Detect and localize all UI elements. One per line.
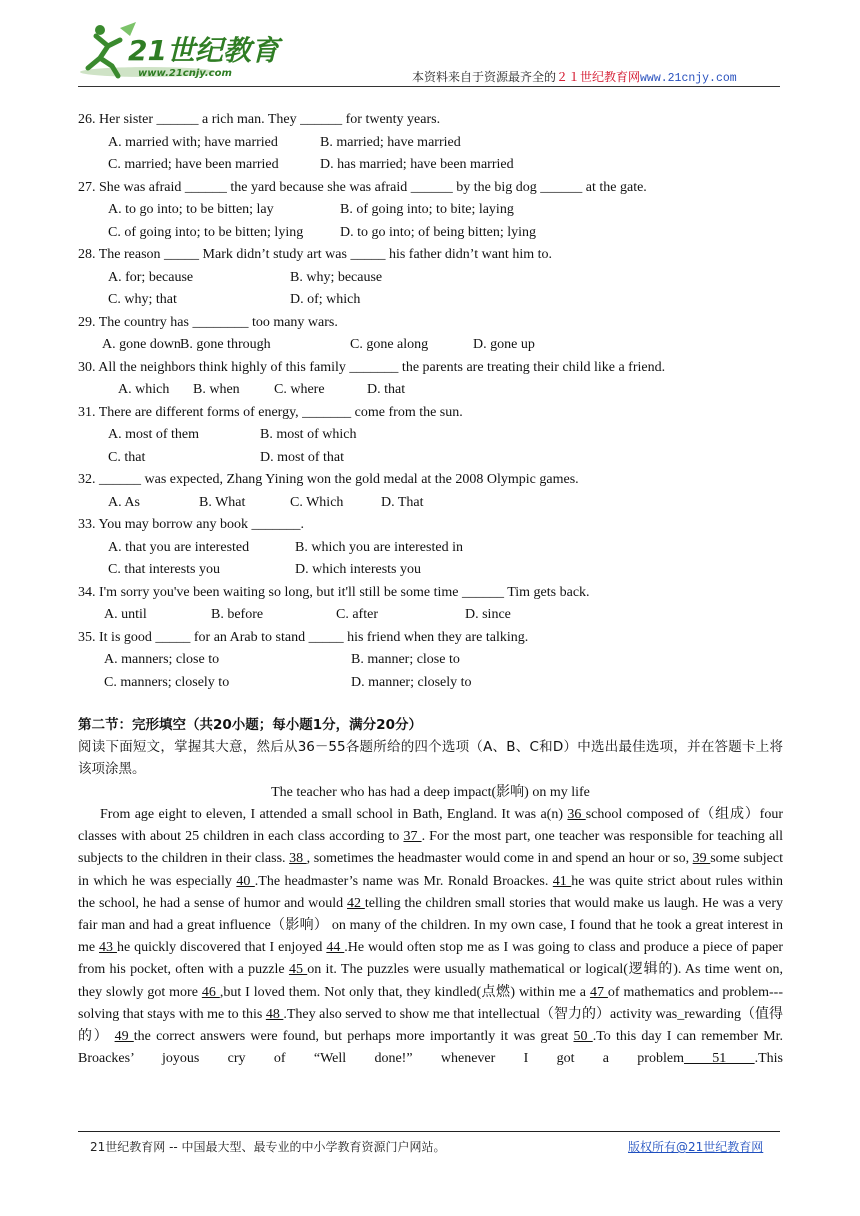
answer-option[interactable]: B. before (211, 607, 264, 622)
question-stem: 29. The country has ________ too many wars. (78, 314, 338, 330)
site-logo[interactable] (78, 20, 288, 84)
answer-option[interactable]: C. after (336, 607, 378, 622)
answer-option[interactable]: B. most of which (260, 427, 357, 442)
answer-option[interactable]: D. of; which (290, 292, 361, 307)
answer-options-row (78, 379, 783, 402)
answer-option[interactable]: A. for; because (108, 269, 194, 285)
answer-option[interactable]: D. most of that (260, 449, 344, 465)
answer-options-row (78, 289, 783, 312)
answer-options-row (78, 537, 783, 560)
answer-option[interactable]: C. of going into; to be bitten; lying (108, 224, 304, 240)
answer-option[interactable]: C. that interests you (108, 562, 220, 577)
answer-option[interactable]: B. of going into; to bite; laying (340, 202, 514, 217)
cloze-blank[interactable]: 46 (201, 984, 220, 1000)
page-content (78, 109, 783, 1070)
passage-text: .This (754, 1051, 783, 1067)
passage-text: he quickly discovered that I enjoyed (116, 940, 327, 956)
passage-title: The teacher who has had a deep impact(影响) on my life (271, 785, 590, 800)
question-stem: 32. ______ was expected, Zhang Yining won the gold medal at the 2008 Olympic games. (78, 472, 579, 487)
answer-option[interactable]: C. Which (290, 494, 344, 510)
answer-option[interactable]: D. has married; have been married (320, 157, 514, 172)
question-stem: 26. Her sister ______ a rich man. They ______ for twenty years. (78, 112, 441, 127)
answer-option[interactable]: A. which (118, 382, 170, 397)
cloze-blank[interactable]: 36 (567, 807, 586, 822)
answer-option[interactable]: B. What (199, 494, 246, 510)
answer-option[interactable]: D. That (381, 494, 424, 510)
header-note-site: ２１世纪教育网 (556, 70, 641, 84)
answer-options-row (78, 424, 783, 447)
passage-text: .The headmaster’s name was Mr. Ronald Broackes. (254, 873, 553, 889)
answer-options-row (78, 559, 783, 582)
answer-option[interactable]: C. manners; closely to (104, 674, 230, 690)
cloze-blank[interactable]: 43 (99, 940, 117, 956)
answer-option[interactable]: C. where (274, 382, 325, 397)
cloze-blank[interactable]: 37 (403, 829, 422, 845)
answer-option[interactable]: C. married; have been married (108, 157, 279, 172)
answer-option[interactable]: A. manners; close to (104, 652, 220, 667)
question-stem: 33. You may borrow any book _______. (78, 517, 304, 532)
answer-option[interactable]: A. to go into; to be bitten; lay (108, 202, 274, 217)
logo-wordmark: 21世纪教育 (128, 34, 279, 67)
cloze-blank[interactable]: 40 (236, 873, 255, 889)
passage-text: of mathematics and problem---solving that stays with me to this (78, 984, 783, 1022)
answer-option[interactable]: B. manner; close to (351, 652, 460, 667)
logo-url: www.21cnjy.com (138, 68, 232, 79)
question-stem: 28. The reason _____ Mark didn’t study art was _____ his father didn’t want him to. (78, 247, 552, 262)
answer-options-row (78, 447, 783, 470)
answer-option[interactable]: B. gone through (180, 337, 271, 352)
header-source-note (412, 68, 737, 85)
answer-option[interactable]: B. which you are interested in (295, 539, 463, 555)
cloze-blank[interactable]: 42 (347, 895, 365, 911)
passage-text: school composed of（组成）four classes with about 25 children in each class according to (78, 807, 783, 845)
runner-logo-icon (78, 20, 288, 84)
question-stem: 34. I'm sorry you've been waiting so long, but it'll still be some time ______ Tim gets back. (78, 584, 590, 600)
answer-option[interactable]: B. why; because (290, 269, 383, 285)
answer-options-row (78, 154, 783, 177)
answer-option[interactable]: D. gone up (473, 337, 535, 352)
cloze-blank[interactable]: 49 (114, 1029, 134, 1045)
question-stem: 31. There are different forms of energy, _______ come from the sun. (78, 404, 463, 420)
passage-text: , sometimes the headmaster would come in and spend an hour or so, (306, 851, 693, 867)
answer-option[interactable]: D. which interests you (295, 562, 421, 577)
passage-text: telling the children small stories that would make us laugh. He was a very fair man and had a great influence（影响） on many of the children. In my own case, I found that he took a great interest in me (78, 895, 783, 956)
passage-text: . For the most part, one teacher was responsible for teaching all subjects to the children in their class. (78, 829, 783, 867)
answer-option[interactable]: C. that (108, 449, 146, 465)
answer-option[interactable]: A. gone down (102, 337, 181, 352)
footer-divider (78, 1131, 780, 1132)
answer-option[interactable]: A. most of them (108, 427, 199, 442)
answer-option[interactable]: B. married; have married (320, 134, 461, 150)
answer-options-row (78, 334, 783, 357)
cloze-blank[interactable]: 48 (265, 1006, 284, 1022)
answer-option[interactable]: A. until (104, 607, 147, 622)
cloze-blank[interactable]: 45 (288, 962, 308, 978)
question-list (78, 109, 783, 694)
cloze-blank[interactable]: 51 (683, 1051, 755, 1067)
passage-text: .To this day I can remember Mr. Broackes’ joyous cry of “Well done!” whenever I got a problem (78, 1029, 784, 1067)
question-stem: 35. It is good _____ for an Arab to stand _____ his friend when they are talking. (78, 629, 529, 645)
answer-option[interactable]: C. gone along (350, 337, 429, 352)
question-stem: 27. She was afraid ______ the yard because she was afraid ______ by the big dog ______ at the gate. (78, 179, 647, 195)
passage-text: some subject in which he was especially (78, 851, 783, 889)
section-instructions: 阅读下面短文，掌握其大意，然后从36－55各题所给的四个选项（A、B、C和D）中选出最佳选项，并在答题卡上将该项涂黑。 (78, 739, 783, 777)
page-header (0, 0, 860, 92)
answer-option[interactable]: A. that you are interested (108, 539, 250, 555)
answer-options-row (78, 222, 783, 245)
cloze-blank[interactable]: 44 (326, 940, 345, 956)
answer-option[interactable]: B. when (193, 382, 240, 397)
passage-text: he was quite strict about rules within the school, he had a sense of humor and would (78, 873, 784, 911)
answer-options-row (78, 267, 783, 290)
answer-options-row (78, 492, 783, 515)
cloze-blank[interactable]: 38 (289, 851, 307, 867)
answer-options-row (78, 132, 783, 155)
cloze-blank[interactable]: 50 (573, 1029, 593, 1045)
answer-option[interactable]: C. why; that (108, 292, 177, 307)
footer-site-description: 21世纪教育网 -- 中国最大型、最专业的中小学教育资源门户网站。 (90, 1140, 446, 1154)
answer-option[interactable]: D. that (367, 382, 406, 397)
answer-option[interactable]: A. married with; have married (108, 134, 278, 150)
cloze-passage (78, 804, 783, 1070)
passage-text: the correct answers were found, but perhaps more importantly it was great (133, 1029, 574, 1045)
passage-text: From age eight to eleven, I attended a small school in Bath, England. It was a(n) (100, 807, 568, 822)
answer-options-row (78, 199, 783, 222)
question-stem: 30. All the neighbors think highly of this family _______ the parents are treating their child like a friend. (78, 359, 666, 375)
answer-option[interactable]: D. since (465, 607, 511, 622)
answer-options-row (78, 649, 783, 672)
footer-copyright-link[interactable]: 版权所有@21世纪教育网 (628, 1140, 764, 1154)
answer-option[interactable]: A. As (108, 494, 140, 510)
header-note-url[interactable]: www.21cnjy.com (640, 72, 737, 85)
cloze-blank[interactable]: 41 (552, 873, 572, 889)
cloze-blank[interactable]: 47 (589, 984, 608, 1000)
passage-text: ,but I loved them. Not only that, they kindled(点燃) within me a (219, 984, 590, 1000)
header-note-text: 本资料来自于资源最齐全的 (412, 70, 557, 84)
section-title: 第二节：完形填空（共20小题；每小题1分，满分20分） (78, 717, 422, 733)
answer-option[interactable]: D. to go into; of being bitten; lying (340, 224, 536, 240)
passage-text: .They also served to show me that intellectual（智力的）activity was_rewarding（值得的） (78, 1006, 784, 1045)
answer-option[interactable]: D. manner; closely to (351, 674, 472, 690)
passage-text: .He would often stop me as I was going to class and produce a piece of paper from his pocket, often with a puzzle (78, 940, 784, 978)
passage-text: on it. The puzzles were usually mathematical or logical(逻辑的). As time went on, they slowly got more (78, 962, 783, 1000)
cloze-blank[interactable]: 39 (692, 851, 711, 867)
header-divider (78, 86, 780, 87)
answer-options-row (78, 672, 783, 695)
answer-options-row (78, 604, 783, 627)
